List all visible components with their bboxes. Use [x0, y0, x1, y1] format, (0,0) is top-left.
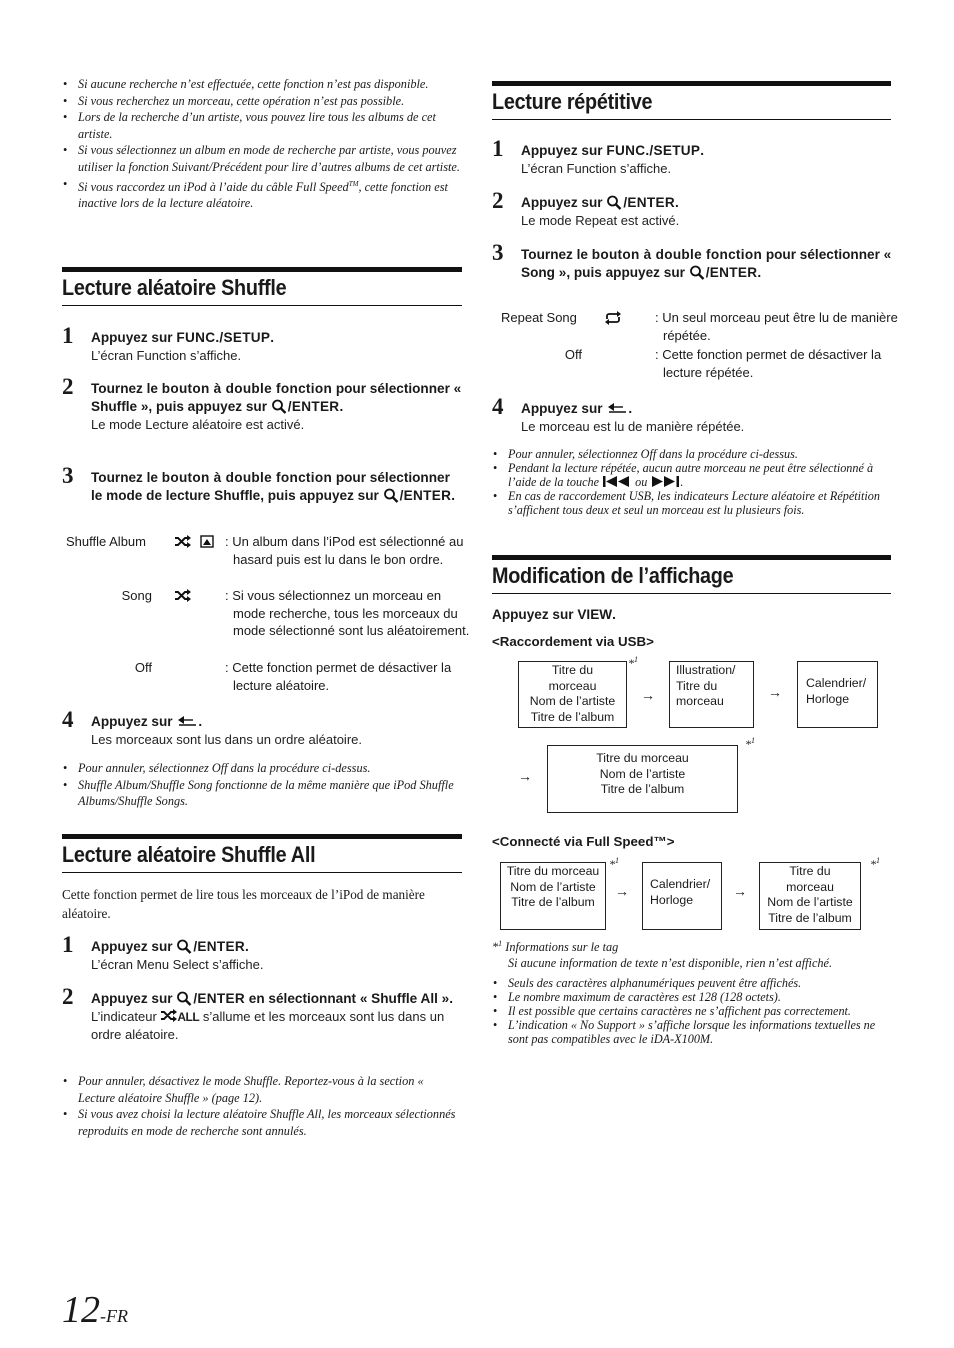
shuffle-icon	[174, 535, 191, 548]
note-item: • Pour annuler, sélectionnez Off dans la procédure ci-dessus.	[62, 760, 462, 777]
search-icon	[606, 195, 623, 210]
page-number: 12-FR	[62, 1289, 128, 1331]
mode-label: Shuffle Album	[66, 534, 146, 549]
shuffle-all-indicator: ALL	[177, 1010, 200, 1024]
note-item: • Si vous avez choisi la lecture aléatoire Shuffle All, les morceaux sélectionnés reproduits en mode de recherche sont annulés.	[62, 1106, 462, 1139]
fs-box-2: Calendrier/ Horloge	[642, 862, 722, 930]
search-icon	[689, 265, 706, 280]
repeat-step-2: 2 Appuyez sur /ENTER. Le mode Repeat est activé.	[492, 188, 680, 228]
note-item: • Si vous raccordez un iPod à l’aide du câble Full Speed™, cette fonction est inactive lors de la lecture aléatoire.	[62, 176, 462, 212]
repeat-notes	[492, 447, 892, 517]
note-item: • Si vous recherchez un morceau, cette opération n’est pas possible.	[62, 93, 462, 110]
flow-arrow: →	[641, 687, 655, 703]
note-item: • Seuls des caractères alphanumériques peuvent être affichés.	[492, 976, 892, 990]
section-heading-repeat: Lecture répétitive	[492, 81, 891, 120]
flow-arrow: →	[518, 768, 532, 784]
usb-box-3: Calendrier/ Horloge	[797, 661, 878, 728]
shuffle-all-step-2: 2 Appuyez sur /ENTER en sélectionnant « Shuffle All ». L’indicateur ALL s’allume et les morceaux sont lus dans un ordre aléatoire.	[62, 984, 453, 1042]
shuffle-step-3: 3 Tournez le bouton à double fonction pour sélectionner le mode de lecture Shuffle, puis appuyez sur /ENTER.	[62, 463, 456, 503]
note-item: • Il est possible que certains caractères ne s’affichent pas correctement.	[492, 1004, 892, 1018]
section-heading-shuffle: Lecture aléatoire Shuffle	[62, 267, 462, 306]
note-item: • Pour annuler, sélectionnez Off dans la procédure ci-dessus.	[492, 447, 892, 461]
repeat-mode-table: Repeat Song : Un seul morceau peut être lu de manière répétée. Off : Cette fonction permet de désactiver la lecture répétée.	[492, 309, 892, 384]
mode-label: Song	[121, 588, 152, 603]
shuffle-mode-table: Shuffle Album : Un album dans l’iPod est sélectionné au hasard puis est lu dans le bon ordre. Song : Si vous sélectionnez un morceau en mode recherche, tous les morceaux du mode sélectionné sont lus aléatoirement. Off : Cette fonction permet de désactiver la lecture aléatoire.	[62, 533, 462, 698]
footnote-marker: *$^1$	[745, 736, 755, 751]
footnote-marker: *$^1$	[870, 856, 880, 871]
footnote-marker: *$^1$	[609, 856, 619, 871]
shuffle-all-intro: Cette fonction permet de lire tous les morceaux de l’iPod de manière aléatoire.	[62, 887, 425, 921]
display-notes	[492, 976, 892, 1046]
shuffle-step-4: 4 Appuyez sur . Les morceaux sont lus dans un ordre aléatoire.	[62, 707, 362, 747]
mode-label: Off	[564, 347, 582, 362]
fs-box-1: Titre du morceau Nom de l’artiste Titre de l’album	[500, 862, 606, 930]
shuffle-step-1: 1 Appuyez sur FUNC./SETUP. L’écran Function s’affiche.	[62, 323, 275, 363]
search-icon	[176, 939, 193, 954]
note-item: • Le nombre maximum de caractères est 128 (128 octets).	[492, 990, 892, 1004]
mode-label: Repeat Song	[501, 310, 577, 325]
section-heading-display: Modification de l’affichage	[492, 555, 891, 594]
next-track-icon	[650, 476, 680, 487]
repeat-step-1: 1 Appuyez sur FUNC./SETUP. L’écran Function s’affiche.	[492, 136, 705, 176]
footnote-marker: *$^1$	[628, 655, 638, 670]
repeat-step-3: 3 Tournez le bouton à double fonction pour sélectionner « Song », puis appuyez sur /ENTER.	[492, 240, 892, 280]
usb-box-1: Titre du morceau Nom de l’artiste Titre de l’album	[518, 661, 627, 728]
note-item: • Si aucune recherche n’est effectuée, cette fonction n’est pas disponible.	[62, 76, 462, 93]
flow-arrow: →	[733, 883, 747, 899]
note-item: • Lors de la recherche d’un artiste, vous pouvez lire tous les albums de cet artiste.	[62, 109, 462, 142]
search-icon	[383, 488, 400, 503]
shuffle-all-step-1: 1 Appuyez sur /ENTER. L’écran Menu Select s’affiche.	[62, 932, 264, 972]
shuffle-step-2: 2 Tournez le bouton à double fonction pour sélectionner « Shuffle », puis appuyez sur /ENTER. Le mode Lecture aléatoire est activé.	[62, 374, 462, 432]
note-item: • En cas de raccordement USB, les indicateurs Lecture aléatoire et Répétition s’affichent tous deux et seul un morceau est lu plusieurs fois.	[492, 489, 892, 517]
search-icon	[271, 399, 288, 414]
usb-box-4: Titre du morceau Nom de l’artiste Titre de l’album	[547, 745, 738, 813]
flow-arrow: →	[768, 684, 782, 700]
repeat-icon	[604, 311, 622, 325]
shuffle-icon	[160, 1009, 177, 1022]
album-icon	[200, 535, 214, 548]
top-notes	[62, 76, 462, 212]
full-speed-label: <Connecté via Full Speed™>	[492, 834, 675, 849]
return-icon	[606, 402, 628, 414]
shuffle-notes	[62, 760, 462, 810]
mode-label: Off	[134, 660, 152, 675]
fs-box-3: Titre du morceau Nom de l’artiste Titre de l’album	[759, 862, 861, 930]
note-item: • Shuffle Album/Shuffle Song fonctionne de la même manière que iPod Shuffle Albums/Shuffle Songs.	[62, 777, 462, 810]
note-item: • Pour annuler, désactivez le mode Shuffle. Reportez-vous à la section « Lecture aléatoire Shuffle » (page 12).	[62, 1073, 462, 1106]
prev-track-icon	[602, 476, 632, 487]
shuffle-all-notes	[62, 1073, 462, 1139]
note-item: • Pendant la lecture répétée, aucun autre morceau ne peut être sélectionné à l’aide de la touche ou .	[492, 461, 892, 489]
flow-arrow: →	[615, 883, 629, 899]
note-item: • Si vous sélectionnez un album en mode de recherche par artiste, vous pouvez utiliser la fonction Suivant/Précédent pour lire d’autres albums de cet artiste.	[62, 142, 462, 175]
repeat-step-4: 4 Appuyez sur . Le morceau est lu de manière répétée.	[492, 394, 745, 434]
usb-label: <Raccordement via USB>	[492, 634, 654, 649]
view-instruction: Appuyez sur VIEW.	[492, 607, 616, 622]
note-item: • L’indication « No Support » s’affiche lorsque les informations textuelles ne sont pas compatibles avec le iDA-X100M.	[492, 1018, 892, 1046]
section-heading-shuffle-all: Lecture aléatoire Shuffle All	[62, 834, 462, 873]
tag-footnote: *$^1$ Informations sur le tag Si aucune information de texte n’est disponible, rien n’est affiché.	[492, 939, 833, 970]
shuffle-icon	[174, 589, 191, 602]
return-icon	[176, 715, 198, 727]
usb-box-2: Illustration/ Titre du morceau	[669, 661, 754, 728]
search-icon	[176, 991, 193, 1006]
